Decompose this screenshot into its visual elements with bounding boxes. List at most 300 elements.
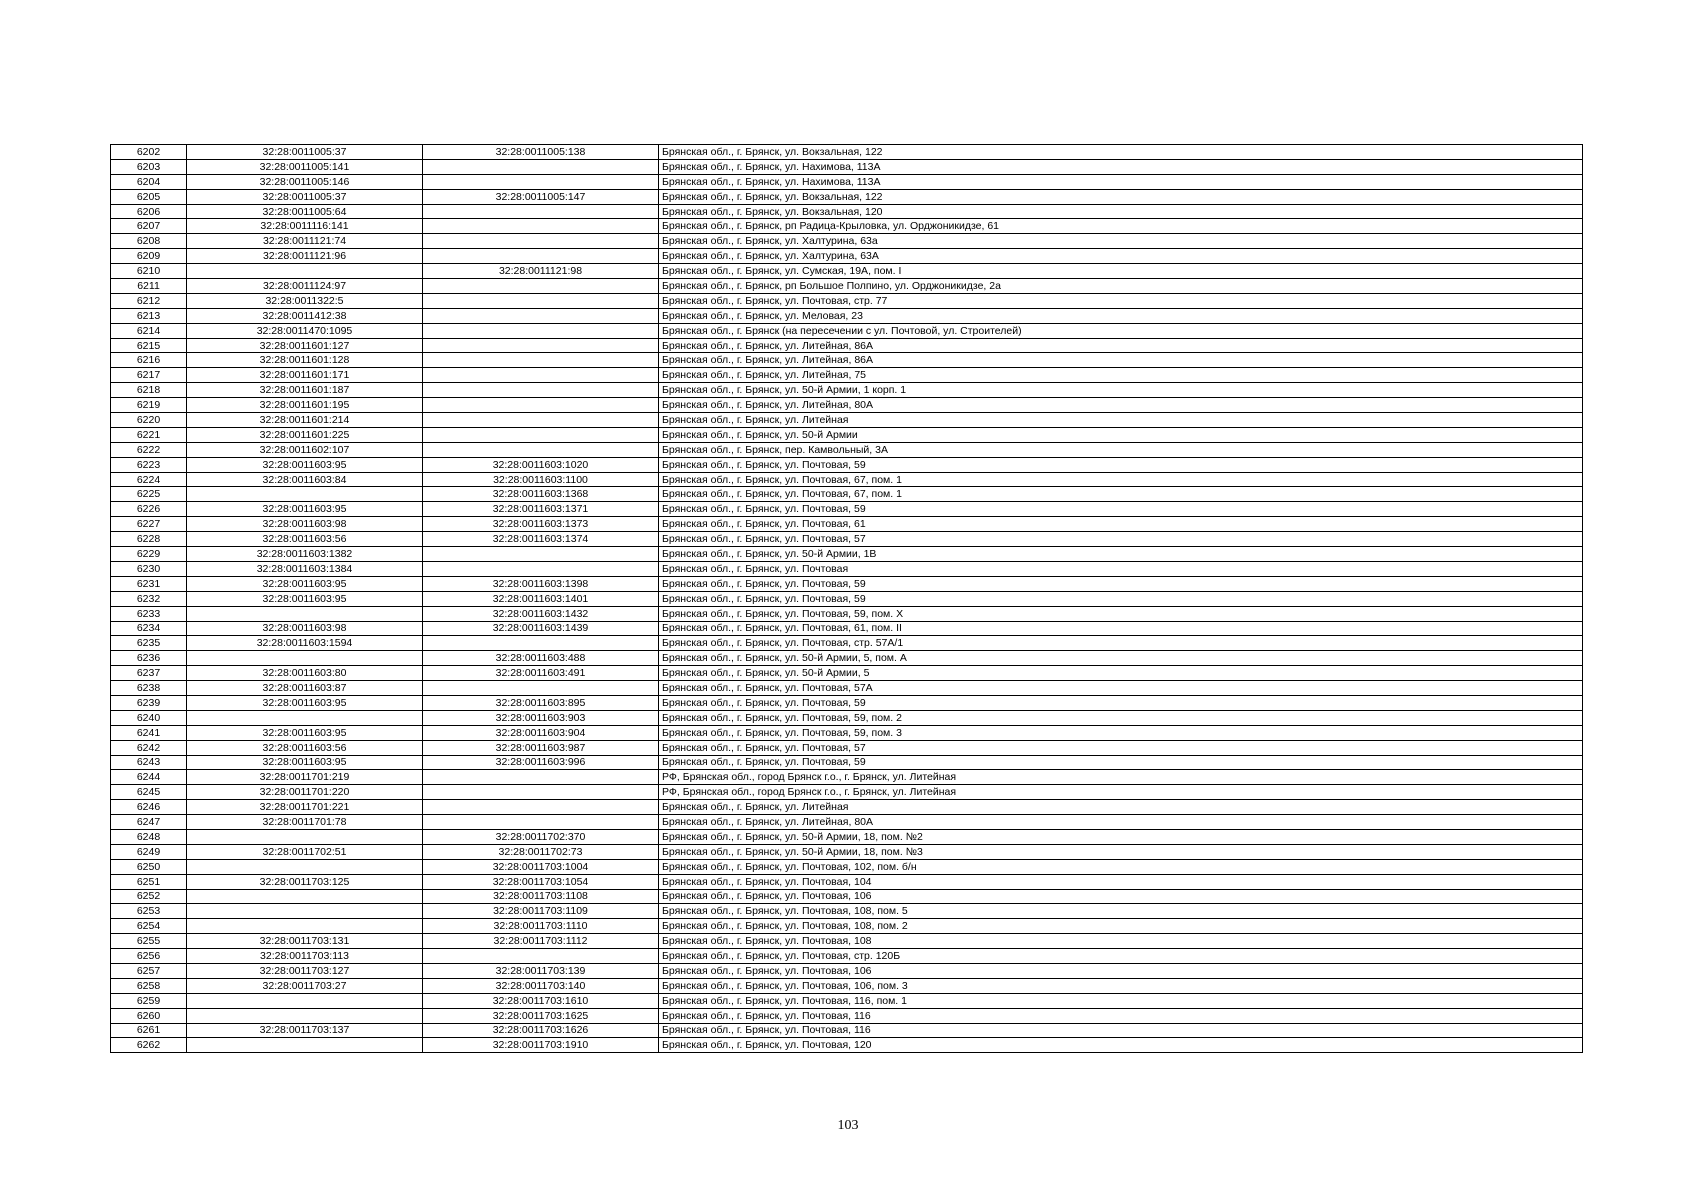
cadastral-number-parcel-cell: 32:28:0011603:95 — [187, 755, 423, 770]
row-number-cell: 6212 — [111, 293, 187, 308]
address-cell: Брянская обл., г. Брянск, ул. Почтовая, 104 — [659, 874, 1583, 889]
address-cell: Брянская обл., г. Брянск, ул. Почтовая, стр. 57А/1 — [659, 636, 1583, 651]
row-number-cell: 6202 — [111, 145, 187, 160]
table-row — [111, 204, 1583, 219]
row-number-cell: 6252 — [111, 889, 187, 904]
address-cell: Брянская обл., г. Брянск, ул. Почтовая, 116, пом. 1 — [659, 993, 1583, 1008]
cadastral-number-parcel-cell: 32:28:0011005:37 — [187, 145, 423, 160]
cadastral-number-object-cell: 32:28:0011603:903 — [423, 710, 659, 725]
table-row — [111, 919, 1583, 934]
table-row — [111, 517, 1583, 532]
row-number-cell: 6259 — [111, 993, 187, 1008]
table-row — [111, 472, 1583, 487]
row-number-cell: 6234 — [111, 621, 187, 636]
row-number-cell: 6237 — [111, 666, 187, 681]
address-cell: Брянская обл., г. Брянск, ул. Почтовая, 59 — [659, 457, 1583, 472]
address-cell: Брянская обл., г. Брянск, ул. Почтовая, 116 — [659, 1023, 1583, 1038]
table-row — [111, 651, 1583, 666]
cadastral-number-object-cell — [423, 204, 659, 219]
cadastral-number-object-cell — [423, 279, 659, 294]
row-number-cell: 6225 — [111, 487, 187, 502]
cadastral-number-object-cell: 32:28:0011703:1054 — [423, 874, 659, 889]
row-number-cell: 6249 — [111, 844, 187, 859]
address-cell: Брянская обл., г. Брянск, ул. Почтовая, 57А — [659, 681, 1583, 696]
cadastral-number-parcel-cell — [187, 651, 423, 666]
cadastral-number-parcel-cell: 32:28:0011603:95 — [187, 457, 423, 472]
cadastral-number-parcel-cell: 32:28:0011603:1594 — [187, 636, 423, 651]
cadastral-number-object-cell — [423, 174, 659, 189]
table-row — [111, 934, 1583, 949]
address-cell: Брянская обл., г. Брянск, ул. Почтовая, 57 — [659, 740, 1583, 755]
table-row — [111, 815, 1583, 830]
cadastral-number-object-cell — [423, 785, 659, 800]
cadastral-number-object-cell: 32:28:0011703:140 — [423, 978, 659, 993]
cadastral-number-object-cell: 32:28:0011603:1401 — [423, 591, 659, 606]
address-cell: Брянская обл., г. Брянск, ул. Почтовая, 59 — [659, 502, 1583, 517]
table-row — [111, 249, 1583, 264]
row-number-cell: 6262 — [111, 1038, 187, 1053]
address-cell: Брянская обл., г. Брянск, ул. Почтовая, 59 — [659, 591, 1583, 606]
address-cell: Брянская обл., г. Брянск, ул. Почтовая, 59 — [659, 695, 1583, 710]
address-cell: Брянская обл., г. Брянск, пер. Камвольный, 3А — [659, 442, 1583, 457]
row-number-cell: 6214 — [111, 323, 187, 338]
row-number-cell: 6226 — [111, 502, 187, 517]
table-row — [111, 457, 1583, 472]
cadastral-number-parcel-cell: 32:28:0011703:127 — [187, 963, 423, 978]
row-number-cell: 6204 — [111, 174, 187, 189]
row-number-cell: 6251 — [111, 874, 187, 889]
row-number-cell: 6220 — [111, 413, 187, 428]
cadastral-number-parcel-cell: 32:28:0011601:127 — [187, 338, 423, 353]
table-row — [111, 770, 1583, 785]
cadastral-number-parcel-cell: 32:28:0011603:84 — [187, 472, 423, 487]
table-row — [111, 279, 1583, 294]
cadastral-number-object-cell: 32:28:0011603:1371 — [423, 502, 659, 517]
cadastral-number-parcel-cell: 32:28:0011703:27 — [187, 978, 423, 993]
address-cell: Брянская обл., г. Брянск, ул. Почтовая, 61 — [659, 517, 1583, 532]
cadastral-number-parcel-cell: 32:28:0011602:107 — [187, 442, 423, 457]
table-row — [111, 949, 1583, 964]
table-row — [111, 293, 1583, 308]
cadastral-number-parcel-cell: 32:28:0011703:131 — [187, 934, 423, 949]
cadastral-number-object-cell: 32:28:0011702:73 — [423, 844, 659, 859]
cadastral-number-object-cell — [423, 249, 659, 264]
cadastral-number-parcel-cell: 32:28:0011601:225 — [187, 427, 423, 442]
cadastral-number-parcel-cell — [187, 919, 423, 934]
address-cell: Брянская обл., г. Брянск, ул. Литейная, 80А — [659, 398, 1583, 413]
row-number-cell: 6258 — [111, 978, 187, 993]
row-number-cell: 6228 — [111, 532, 187, 547]
table-row — [111, 576, 1583, 591]
cadastral-number-object-cell: 32:28:0011603:1373 — [423, 517, 659, 532]
row-number-cell: 6219 — [111, 398, 187, 413]
row-number-cell: 6218 — [111, 383, 187, 398]
cadastral-number-parcel-cell: 32:28:0011601:128 — [187, 353, 423, 368]
cadastral-number-object-cell: 32:28:0011603:904 — [423, 725, 659, 740]
table-row — [111, 666, 1583, 681]
cadastral-number-parcel-cell — [187, 606, 423, 621]
address-cell: Брянская обл., г. Брянск, ул. Нахимова, 113А — [659, 174, 1583, 189]
row-number-cell: 6242 — [111, 740, 187, 755]
table-row — [111, 963, 1583, 978]
row-number-cell: 6238 — [111, 681, 187, 696]
row-number-cell: 6203 — [111, 159, 187, 174]
table-row — [111, 398, 1583, 413]
table-row — [111, 487, 1583, 502]
cadastral-number-parcel-cell: 32:28:0011603:1382 — [187, 547, 423, 562]
cadastral-number-object-cell: 32:28:0011603:491 — [423, 666, 659, 681]
address-cell: Брянская обл., г. Брянск, ул. Почтовая, 59, пом. 2 — [659, 710, 1583, 725]
table-row — [111, 889, 1583, 904]
cadastral-number-object-cell — [423, 949, 659, 964]
row-number-cell: 6207 — [111, 219, 187, 234]
row-number-cell: 6217 — [111, 368, 187, 383]
cadastral-number-object-cell — [423, 413, 659, 428]
cadastral-number-object-cell — [423, 815, 659, 830]
cadastral-number-parcel-cell: 32:28:0011603:80 — [187, 666, 423, 681]
address-cell: Брянская обл., г. Брянск, ул. Почтовая, 106, пом. 3 — [659, 978, 1583, 993]
cadastral-number-object-cell: 32:28:0011603:1100 — [423, 472, 659, 487]
page-number: 103 — [837, 1118, 859, 1133]
address-cell: Брянская обл., г. Брянск, ул. Почтовая, стр. 77 — [659, 293, 1583, 308]
table-row — [111, 844, 1583, 859]
address-cell: Брянская обл., г. Брянск, ул. Почтовая, 59 — [659, 755, 1583, 770]
table-row — [111, 145, 1583, 160]
address-cell: Брянская обл., г. Брянск, рп Большое Полпино, ул. Орджоникидзе, 2а — [659, 279, 1583, 294]
cadastral-number-parcel-cell: 32:28:0011701:219 — [187, 770, 423, 785]
cadastral-number-parcel-cell: 32:28:0011703:125 — [187, 874, 423, 889]
address-cell: Брянская обл., г. Брянск, ул. Вокзальная, 122 — [659, 189, 1583, 204]
row-number-cell: 6240 — [111, 710, 187, 725]
row-number-cell: 6233 — [111, 606, 187, 621]
row-number-cell: 6205 — [111, 189, 187, 204]
cadastral-number-object-cell: 32:28:0011603:1432 — [423, 606, 659, 621]
table-row — [111, 1038, 1583, 1053]
row-number-cell: 6244 — [111, 770, 187, 785]
row-number-cell: 6209 — [111, 249, 187, 264]
table-row — [111, 532, 1583, 547]
cadastral-number-parcel-cell — [187, 487, 423, 502]
row-number-cell: 6210 — [111, 264, 187, 279]
cadastral-number-parcel-cell: 32:28:0011601:171 — [187, 368, 423, 383]
row-number-cell: 6222 — [111, 442, 187, 457]
table-row — [111, 561, 1583, 576]
cadastral-number-object-cell — [423, 159, 659, 174]
address-cell: Брянская обл., г. Брянск, ул. Литейная — [659, 413, 1583, 428]
cadastral-number-parcel-cell: 32:28:0011603:56 — [187, 532, 423, 547]
row-number-cell: 6208 — [111, 234, 187, 249]
address-cell: Брянская обл., г. Брянск, ул. Почтовая, 108, пом. 2 — [659, 919, 1583, 934]
address-cell: Брянская обл., г. Брянск, ул. Почтовая, 108, пом. 5 — [659, 904, 1583, 919]
cadastral-number-parcel-cell: 32:28:0011322:5 — [187, 293, 423, 308]
cadastral-number-parcel-cell — [187, 859, 423, 874]
address-cell: Брянская обл., г. Брянск, ул. Почтовая, 59 — [659, 576, 1583, 591]
table-row — [111, 829, 1583, 844]
table-row — [111, 591, 1583, 606]
row-number-cell: 6247 — [111, 815, 187, 830]
table-row — [111, 189, 1583, 204]
cadastral-number-object-cell: 32:28:0011703:1109 — [423, 904, 659, 919]
cadastral-number-parcel-cell: 32:28:0011603:56 — [187, 740, 423, 755]
row-number-cell: 6236 — [111, 651, 187, 666]
address-cell: Брянская обл., г. Брянск, ул. Почтовая, 57 — [659, 532, 1583, 547]
table-row — [111, 547, 1583, 562]
table-row — [111, 755, 1583, 770]
table-row — [111, 904, 1583, 919]
table-row — [111, 785, 1583, 800]
address-cell: Брянская обл., г. Брянск, ул. Почтовая, стр. 120Б — [659, 949, 1583, 964]
address-cell: Брянская обл., г. Брянск, ул. Меловая, 23 — [659, 308, 1583, 323]
address-cell: Брянская обл., г. Брянск, ул. Нахимова, 113А — [659, 159, 1583, 174]
table-row — [111, 338, 1583, 353]
cadastral-number-object-cell — [423, 368, 659, 383]
cadastral-number-parcel-cell: 32:28:0011412:38 — [187, 308, 423, 323]
table-row — [111, 621, 1583, 636]
address-cell: РФ, Брянская обл., город Брянск г.о., г. Брянск, ул. Литейная — [659, 770, 1583, 785]
cadastral-number-object-cell — [423, 234, 659, 249]
address-cell: Брянская обл., г. Брянск, ул. Почтовая — [659, 561, 1583, 576]
row-number-cell: 6245 — [111, 785, 187, 800]
cadastral-number-parcel-cell: 32:28:0011703:137 — [187, 1023, 423, 1038]
address-cell: Брянская обл., г. Брянск, ул. Почтовая, 116 — [659, 1008, 1583, 1023]
cadastral-number-object-cell: 32:28:0011702:370 — [423, 829, 659, 844]
address-cell: Брянская обл., г. Брянск, ул. Почтовая, 102, пом. б/н — [659, 859, 1583, 874]
cadastral-number-parcel-cell — [187, 904, 423, 919]
cadastral-number-object-cell: 32:28:0011703:1626 — [423, 1023, 659, 1038]
address-cell: Брянская обл., г. Брянск, ул. Почтовая, 120 — [659, 1038, 1583, 1053]
cadastral-number-parcel-cell: 32:28:0011470:1095 — [187, 323, 423, 338]
cadastral-number-object-cell: 32:28:0011703:1610 — [423, 993, 659, 1008]
address-cell: Брянская обл., г. Брянск, ул. Почтовая, 67, пом. 1 — [659, 487, 1583, 502]
row-number-cell: 6246 — [111, 800, 187, 815]
cadastral-number-object-cell: 32:28:0011703:1108 — [423, 889, 659, 904]
table-row — [111, 159, 1583, 174]
cadastral-number-parcel-cell — [187, 1038, 423, 1053]
row-number-cell: 6254 — [111, 919, 187, 934]
row-number-cell: 6211 — [111, 279, 187, 294]
cadastral-number-object-cell: 32:28:0011703:1625 — [423, 1008, 659, 1023]
cadastral-number-object-cell: 32:28:0011603:488 — [423, 651, 659, 666]
table-row — [111, 725, 1583, 740]
cadastral-number-object-cell — [423, 323, 659, 338]
cadastral-number-parcel-cell: 32:28:0011603:95 — [187, 576, 423, 591]
cadastral-number-parcel-cell: 32:28:0011703:113 — [187, 949, 423, 964]
row-number-cell: 6224 — [111, 472, 187, 487]
cadastral-number-parcel-cell: 32:28:0011603:87 — [187, 681, 423, 696]
table-row — [111, 264, 1583, 279]
address-cell: Брянская обл., г. Брянск, ул. 50-й Армии, 5 — [659, 666, 1583, 681]
address-cell: Брянская обл., г. Брянск, ул. Халтурина, 63А — [659, 249, 1583, 264]
cadastral-number-object-cell: 32:28:0011703:1004 — [423, 859, 659, 874]
cadastral-number-object-cell — [423, 398, 659, 413]
row-number-cell: 6250 — [111, 859, 187, 874]
table-row — [111, 323, 1583, 338]
cadastral-number-object-cell — [423, 338, 659, 353]
address-cell: Брянская обл., г. Брянск, ул. 50-й Армии, 5, пом. А — [659, 651, 1583, 666]
cadastral-number-object-cell: 32:28:0011603:1374 — [423, 532, 659, 547]
table-row — [111, 993, 1583, 1008]
cadastral-number-parcel-cell: 32:28:0011702:51 — [187, 844, 423, 859]
cadastral-number-object-cell: 32:28:0011603:895 — [423, 695, 659, 710]
cadastral-number-parcel-cell: 32:28:0011601:214 — [187, 413, 423, 428]
cadastral-number-parcel-cell: 32:28:0011121:96 — [187, 249, 423, 264]
table-row — [111, 308, 1583, 323]
cadastral-number-parcel-cell: 32:28:0011005:64 — [187, 204, 423, 219]
table-row — [111, 502, 1583, 517]
cadastral-number-parcel-cell: 32:28:0011603:95 — [187, 725, 423, 740]
table-row — [111, 710, 1583, 725]
row-number-cell: 6215 — [111, 338, 187, 353]
table-row — [111, 368, 1583, 383]
address-cell: Брянская обл., г. Брянск, ул. 50-й Армии — [659, 427, 1583, 442]
row-number-cell: 6213 — [111, 308, 187, 323]
table-row — [111, 740, 1583, 755]
row-number-cell: 6255 — [111, 934, 187, 949]
address-cell: Брянская обл., г. Брянск, ул. Сумская, 19А, пом. I — [659, 264, 1583, 279]
address-cell: Брянская обл., г. Брянск, рп Радица-Крыловка, ул. Орджоникидзе, 61 — [659, 219, 1583, 234]
table-row — [111, 353, 1583, 368]
cadastral-number-object-cell — [423, 427, 659, 442]
cadastral-number-object-cell — [423, 442, 659, 457]
address-cell: Брянская обл., г. Брянск, ул. 50-й Армии, 1В — [659, 547, 1583, 562]
address-cell: Брянская обл., г. Брянск, ул. Литейная, 80А — [659, 815, 1583, 830]
cadastral-number-object-cell: 32:28:0011603:1368 — [423, 487, 659, 502]
cadastral-number-parcel-cell: 32:28:0011005:141 — [187, 159, 423, 174]
cadastral-number-object-cell — [423, 308, 659, 323]
address-cell: Брянская обл., г. Брянск, ул. Литейная, 86А — [659, 353, 1583, 368]
cadastral-number-object-cell — [423, 383, 659, 398]
address-cell: Брянская обл., г. Брянск, ул. Почтовая, 59, пом. X — [659, 606, 1583, 621]
table-row — [111, 174, 1583, 189]
table-row — [111, 874, 1583, 889]
cadastral-number-parcel-cell: 32:28:0011603:95 — [187, 695, 423, 710]
cadastral-number-object-cell — [423, 800, 659, 815]
cadastral-number-parcel-cell: 32:28:0011701:78 — [187, 815, 423, 830]
cadastral-number-object-cell — [423, 547, 659, 562]
cadastral-number-object-cell: 32:28:0011703:1112 — [423, 934, 659, 949]
row-number-cell: 6231 — [111, 576, 187, 591]
cadastral-number-object-cell: 32:28:0011603:1020 — [423, 457, 659, 472]
cadastral-number-object-cell: 32:28:0011121:98 — [423, 264, 659, 279]
address-cell: Брянская обл., г. Брянск, ул. 50-й Армии, 18, пом. №2 — [659, 829, 1583, 844]
address-cell: Брянская обл., г. Брянск, ул. 50-й Армии, 18, пом. №3 — [659, 844, 1583, 859]
address-cell: Брянская обл., г. Брянск, ул. Литейная — [659, 800, 1583, 815]
address-cell: Брянская обл., г. Брянск, ул. Литейная, 75 — [659, 368, 1583, 383]
address-cell: РФ, Брянская обл., город Брянск г.о., г. Брянск, ул. Литейная — [659, 785, 1583, 800]
address-cell: Брянская обл., г. Брянск, ул. Почтовая, 59, пом. 3 — [659, 725, 1583, 740]
cadastral-number-object-cell — [423, 636, 659, 651]
cadastral-number-object-cell — [423, 353, 659, 368]
row-number-cell: 6232 — [111, 591, 187, 606]
row-number-cell: 6239 — [111, 695, 187, 710]
address-cell: Брянская обл., г. Брянск, ул. Литейная, 86А — [659, 338, 1583, 353]
cadastral-number-object-cell: 32:28:0011603:996 — [423, 755, 659, 770]
table-row — [111, 978, 1583, 993]
table-row — [111, 695, 1583, 710]
cadastral-number-object-cell — [423, 770, 659, 785]
address-cell: Брянская обл., г. Брянск, ул. Вокзальная, 120 — [659, 204, 1583, 219]
cadastral-number-parcel-cell: 32:28:0011116:141 — [187, 219, 423, 234]
table-row — [111, 1023, 1583, 1038]
row-number-cell: 6221 — [111, 427, 187, 442]
table-row — [111, 606, 1583, 621]
row-number-cell: 6223 — [111, 457, 187, 472]
cadastral-number-parcel-cell: 32:28:0011701:220 — [187, 785, 423, 800]
cadastral-number-parcel-cell: 32:28:0011603:95 — [187, 591, 423, 606]
table-row — [111, 859, 1583, 874]
cadastral-number-parcel-cell: 32:28:0011601:195 — [187, 398, 423, 413]
table-row — [111, 1008, 1583, 1023]
cadastral-number-parcel-cell: 32:28:0011701:221 — [187, 800, 423, 815]
cadastral-number-parcel-cell — [187, 889, 423, 904]
table-row — [111, 219, 1583, 234]
cadastral-number-parcel-cell — [187, 264, 423, 279]
address-cell: Брянская обл., г. Брянск, ул. Халтурина, 63а — [659, 234, 1583, 249]
cadastral-number-object-cell — [423, 293, 659, 308]
property-registry-table — [110, 144, 1583, 1053]
table-row — [111, 427, 1583, 442]
cadastral-number-parcel-cell: 32:28:0011124:97 — [187, 279, 423, 294]
cadastral-number-parcel-cell: 32:28:0011121:74 — [187, 234, 423, 249]
row-number-cell: 6256 — [111, 949, 187, 964]
cadastral-number-parcel-cell: 32:28:0011603:98 — [187, 621, 423, 636]
cadastral-number-parcel-cell: 32:28:0011603:95 — [187, 502, 423, 517]
table-row — [111, 442, 1583, 457]
cadastral-number-object-cell: 32:28:0011703:1910 — [423, 1038, 659, 1053]
cadastral-number-object-cell: 32:28:0011005:138 — [423, 145, 659, 160]
row-number-cell: 6257 — [111, 963, 187, 978]
row-number-cell: 6227 — [111, 517, 187, 532]
row-number-cell: 6243 — [111, 755, 187, 770]
cadastral-number-parcel-cell: 32:28:0011005:146 — [187, 174, 423, 189]
row-number-cell: 6241 — [111, 725, 187, 740]
address-cell: Брянская обл., г. Брянск (на пересечении с ул. Почтовой, ул. Строителей) — [659, 323, 1583, 338]
row-number-cell: 6229 — [111, 547, 187, 562]
table-row — [111, 234, 1583, 249]
row-number-cell: 6206 — [111, 204, 187, 219]
row-number-cell: 6235 — [111, 636, 187, 651]
cadastral-number-parcel-cell: 32:28:0011601:187 — [187, 383, 423, 398]
address-cell: Брянская обл., г. Брянск, ул. 50-й Армии, 1 корп. 1 — [659, 383, 1583, 398]
cadastral-number-parcel-cell: 32:28:0011603:1384 — [187, 561, 423, 576]
cadastral-number-parcel-cell: 32:28:0011603:98 — [187, 517, 423, 532]
row-number-cell: 6260 — [111, 1008, 187, 1023]
row-number-cell: 6253 — [111, 904, 187, 919]
address-cell: Брянская обл., г. Брянск, ул. Почтовая, 108 — [659, 934, 1583, 949]
cadastral-number-parcel-cell — [187, 829, 423, 844]
address-cell: Брянская обл., г. Брянск, ул. Почтовая, 61, пом. II — [659, 621, 1583, 636]
row-number-cell: 6216 — [111, 353, 187, 368]
table-row — [111, 413, 1583, 428]
address-cell: Брянская обл., г. Брянск, ул. Почтовая, 106 — [659, 963, 1583, 978]
row-number-cell: 6261 — [111, 1023, 187, 1038]
cadastral-number-object-cell: 32:28:0011603:987 — [423, 740, 659, 755]
row-number-cell: 6248 — [111, 829, 187, 844]
table-row — [111, 636, 1583, 651]
cadastral-number-object-cell: 32:28:0011703:139 — [423, 963, 659, 978]
cadastral-number-parcel-cell — [187, 993, 423, 1008]
table-row — [111, 800, 1583, 815]
table-row — [111, 681, 1583, 696]
cadastral-number-object-cell — [423, 561, 659, 576]
cadastral-number-object-cell: 32:28:0011703:1110 — [423, 919, 659, 934]
cadastral-number-object-cell: 32:28:0011603:1398 — [423, 576, 659, 591]
table-body — [111, 145, 1583, 1053]
cadastral-number-parcel-cell: 32:28:0011005:37 — [187, 189, 423, 204]
cadastral-number-object-cell — [423, 219, 659, 234]
table-row — [111, 383, 1583, 398]
address-cell: Брянская обл., г. Брянск, ул. Почтовая, 106 — [659, 889, 1583, 904]
